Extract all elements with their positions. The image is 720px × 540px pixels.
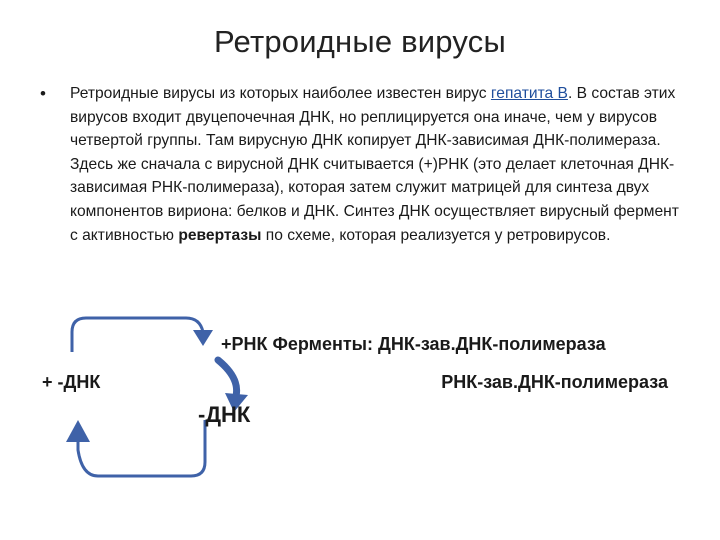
paragraph-part-3: по схеме, которая реализуется у ретровирусов. (261, 226, 611, 244)
arrow-dna-to-rna-head (193, 330, 213, 346)
arrow-rna-to-minus-dna (218, 360, 237, 396)
arrow-dna-to-rna (72, 318, 203, 352)
hepatitis-b-link[interactable]: гепатита B (490, 85, 568, 102)
rna-enzymes-label: +РНК Ферменты: ДНК-зав.ДНК-полимераза (221, 334, 606, 354)
plus-minus-dna-label: + -ДНК (42, 372, 101, 392)
minus-dna-label: -ДНК (198, 402, 251, 427)
paragraph-part-1: Ретроидные вирусы из которых наиболее известен вирус (70, 85, 491, 102)
rna-dependent-dna-polymerase-label: РНК-зав.ДНК-полимераза (441, 372, 668, 392)
arrow-minus-dna-to-dna (78, 420, 205, 476)
bullet-marker: • (40, 84, 46, 103)
slide-title: Ретроидные вирусы (214, 24, 506, 59)
reverse-transcriptase-term: ревертазы (178, 226, 262, 244)
arrow-minus-dna-to-dna-head (66, 420, 90, 442)
paragraph-part-2: . В состав этих вирусов входит двуцепочечная ДНК, но реплицируется она иначе, чем у вирусов четвертой группы. Там вирусную ДНК копирует ДНК-зависимая ДНК-полимераза. Здесь же сначала с вирусной ДНК считывается (+)РНК (это делает клеточная ДНК-зависимая РНК-полимераза), которая затем служит матрицей для синтеза двух компонентов вириона: белков и ДНК. Синтез ДНК осуществляет вирусный фермент с активностью (70, 85, 679, 244)
